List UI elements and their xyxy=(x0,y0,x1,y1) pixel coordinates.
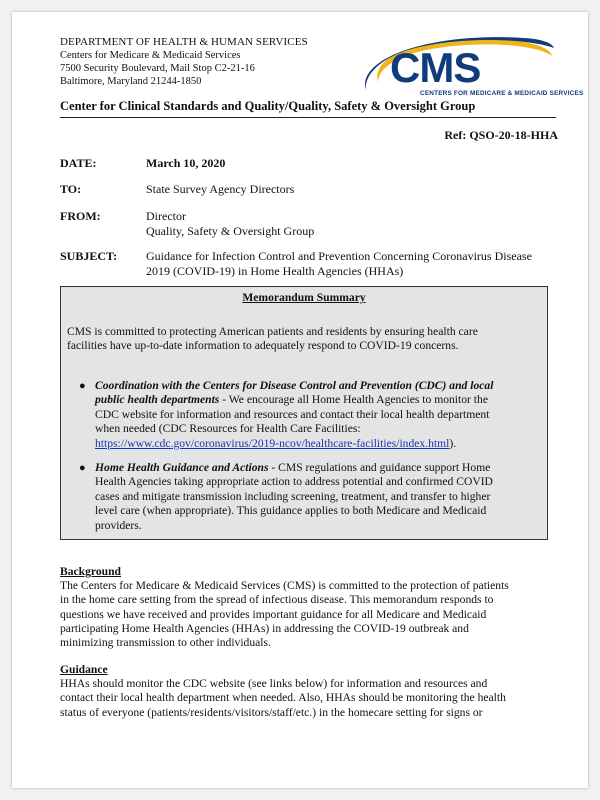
bullet-dot-icon: ● xyxy=(79,462,86,474)
memorandum-summary-box xyxy=(60,286,548,540)
agency-centers: Centers for Medicare & Medicaid Services xyxy=(60,50,241,61)
subject-value xyxy=(146,249,566,279)
guidance-line-3: status of everyone (patients/residents/visitors/staff/etc.) in the homecare setting for signs or xyxy=(60,705,483,719)
bullet-hh-text-line-2: Health Agencies taking appropriate action to address potential and confirmed COVID xyxy=(95,475,493,489)
agency-address-block xyxy=(60,36,308,88)
document-page xyxy=(12,12,588,788)
from-label: FROM: xyxy=(60,209,101,223)
date-label: DATE: xyxy=(60,156,97,170)
bullet-cdc-link-line xyxy=(95,437,535,451)
bullet-cdc-line-2 xyxy=(95,393,535,407)
bullet-hh-text-line-1: - CMS regulations and guidance support Home xyxy=(268,461,491,474)
summary-intro-line-1: CMS is committed to protecting American patients and residents by ensuring health care xyxy=(67,325,478,338)
summary-bullet-cdc xyxy=(79,379,535,451)
from-line-1: Director xyxy=(146,209,186,223)
background-heading: Background xyxy=(60,565,121,578)
guidance-heading: Guidance xyxy=(60,663,108,676)
subject-line-2: 2019 (COVID-19) in Home Health Agencies (HHAs) xyxy=(146,264,404,278)
summary-title: Memorandum Summary xyxy=(242,291,366,304)
agency-department: DEPARTMENT OF HEALTH & HUMAN SERVICES xyxy=(60,36,308,48)
bullet-hh-text-line-3: cases and mitigate transmission including screening, treatment, and transfer to higher xyxy=(95,489,491,503)
guidance-line-2: contact their local health department when needed. Also, HHAs should be monitoring the health xyxy=(60,691,506,705)
summary-intro-line-2: facilities have up-to-date information to adequately respond to COVID-19 concerns. xyxy=(67,339,459,353)
from-value xyxy=(146,209,566,239)
background-section xyxy=(60,565,550,650)
agency-city: Baltimore, Maryland 21244-1850 xyxy=(60,76,202,87)
bullet-hh-text-line-5: providers. xyxy=(95,518,142,532)
bullet-cdc-link-tail: ). xyxy=(449,436,457,450)
summary-bullet-home-health xyxy=(79,461,535,533)
background-line-2: in the home care setting from the spread of infectious disease. This memorandum responds to xyxy=(60,593,494,607)
bullet-dot-icon: ● xyxy=(79,380,86,392)
group-title: Center for Clinical Standards and Quality/Quality, Safety & Oversight Group xyxy=(60,99,556,118)
subject-label: SUBJECT: xyxy=(60,249,118,263)
bullet-cdc-heading-line-2: public health departments xyxy=(95,393,220,407)
summary-intro xyxy=(67,325,539,354)
bullet-hh-heading: Home Health Guidance and Actions xyxy=(95,461,269,474)
bullet-cdc-text-line-4: when needed (CDC Resources for Health Care Facilities: xyxy=(95,422,361,436)
bullet-hh-line-1 xyxy=(95,461,535,475)
cms-logo-text: CMS xyxy=(390,44,481,91)
subject-line-1: Guidance for Infection Control and Prevention Concerning Coronavirus Disease xyxy=(146,249,532,263)
cms-logo-subtitle: CENTERS FOR MEDICARE & MEDICAID SERVICES xyxy=(420,90,584,97)
to-label: TO: xyxy=(60,182,82,196)
date-value: March 10, 2020 xyxy=(146,156,226,170)
background-line-3: questions we have received and provides important guidance for all Medicare and Medicaid xyxy=(60,607,487,621)
guidance-line-1: HHAs should monitor the CDC website (see links below) for information and resources and xyxy=(60,677,488,691)
guidance-section xyxy=(60,663,550,720)
cms-logo xyxy=(356,34,584,104)
to-value: State Survey Agency Directors xyxy=(146,182,295,196)
from-line-2: Quality, Safety & Oversight Group xyxy=(146,224,315,238)
background-line-4: participating Home Health Agencies (HHAs) in addressing the COVID-19 outbreak and xyxy=(60,621,469,635)
reference-number: Ref: QSO-20-18-HHA xyxy=(444,128,558,142)
bullet-cdc-heading-line-1: Coordination with the Centers for Disease Control and Prevention (CDC) and local xyxy=(95,379,494,392)
bullet-cdc-text-line-3: CDC website for information and resources and contact their local health department xyxy=(95,407,490,421)
cdc-resources-link[interactable]: https://www.cdc.gov/coronavirus/2019-ncov/healthcare-facilities/index.html xyxy=(95,436,450,450)
bullet-cdc-text-line-2: - We encourage all Home Health Agencies to monitor the xyxy=(219,393,488,407)
bullet-hh-text-line-4: level care (when appropriate). This guidance applies to both Medicare and Medicaid xyxy=(95,504,487,518)
agency-street: 7500 Security Boulevard, Mail Stop C2-21-16 xyxy=(60,63,255,74)
background-line-1: The Centers for Medicare & Medicaid Services (CMS) is committed to the protection of patients xyxy=(60,579,509,593)
background-line-5: minimizing transmission to other individuals. xyxy=(60,636,271,650)
